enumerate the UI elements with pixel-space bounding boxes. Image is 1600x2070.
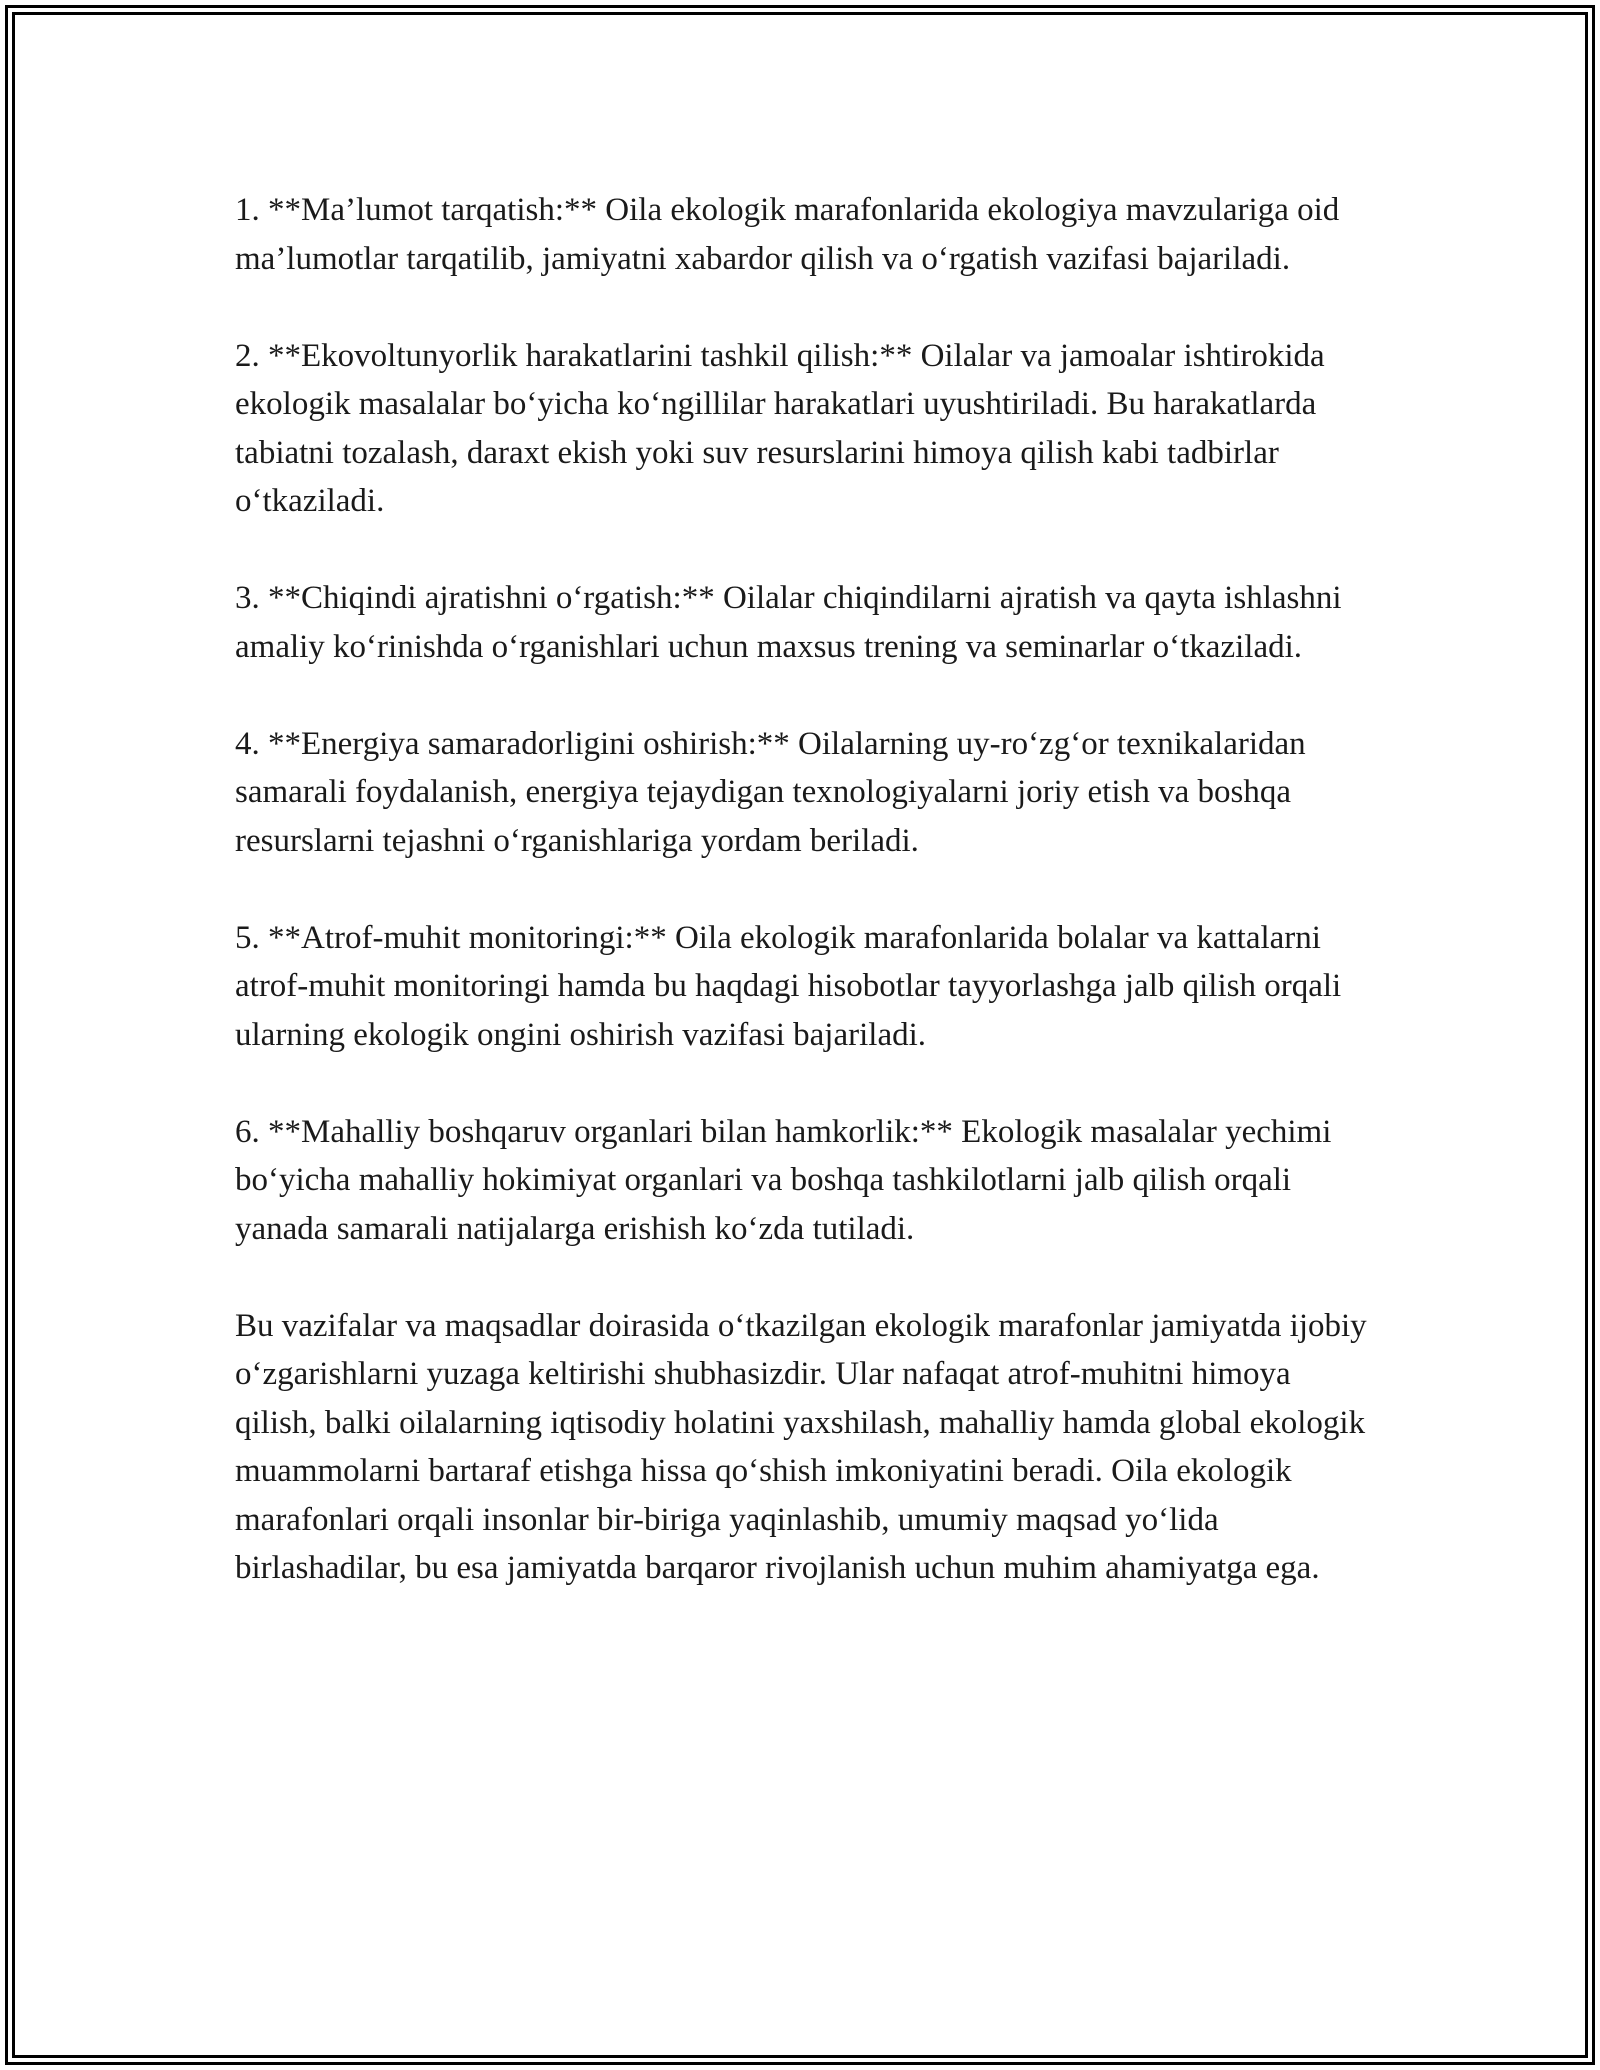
list-item-local-government-cooperation: 6. **Mahalliy boshqaruv organlari bilan hamkorlik:** Ekologik masalalar yechimi bo‘yicha mahalliy hokimiyat organlari va boshqa tashkilotlarni jalb qilish orqali yanada samarali natijalarga erishish ko‘zda tutiladi. [235, 1113, 1332, 1247]
list-item-energy-efficiency: 4. **Energiya samaradorligini oshirish:** Oilalarning uy-ro‘zg‘or texnikalaridan samarali foydalanish, energiya tejaydigan texnologiyalarni joriy etish va boshqa resurslarni tejashni o‘rganishlariga yordam beriladi. [235, 725, 1306, 859]
list-item-waste-sorting: 3. **Chiqindi ajratishni o‘rgatish:** Oilalar chiqindilarni ajratish va qayta ishlashni amaliy ko‘rinishda o‘rganishlari uchun maxsus trening va seminarlar o‘tkaziladi. [235, 580, 1342, 665]
list-item-information-dissemination: 1. **Ma’lumot tarqatish:** Oila ekologik marafonlarida ekologiya mavzulariga oid ma’lumotlar tarqatilib, jamiyatni xabardor qilish va o‘rgatish vazifasi bajariladi. [235, 192, 1340, 277]
document-body [235, 186, 1370, 1641]
conclusion-paragraph: Bu vazifalar va maqsadlar doirasida o‘tkazilgan ekologik marafonlar jamiyatda ijobiy o‘zgarishlarni yuzaga keltirishi shubhasizdir. Ular nafaqat atrof-muhitni himoya qilish, balki oilalarning iqtisodiy holatini yaxshilash, mahalliy hamda global ekologik muammolarni bartaraf etishga hissa qo‘shish imkoniyatini beradi. Oila ekologik marafonlari orqali insonlar bir-biriga yaqinlashib, umumiy maqsad yo‘lida birlashadilar, bu esa jamiyatda barqaror rivojlanish uchun muhim ahamiyatga ega. [235, 1307, 1367, 1586]
list-item-environmental-monitoring: 5. **Atrof-muhit monitoringi:** Oila ekologik marafonlarida bolalar va kattalarni atrof-muhit monitoringi hamda bu haqdagi hisobotlar tayyorlashga jalb qilish orqali ularning ekologik ongini oshirish vazifasi bajariladi. [235, 919, 1342, 1053]
list-item-eco-volunteering: 2. **Ekovoltunyorlik harakatlarini tashkil qilish:** Oilalar va jamoalar ishtirokida ekologik masalalar bo‘yicha ko‘ngillilar harakatlari uyushtiriladi. Bu harakatlarda tabiatni tozalash, daraxt ekish yoki suv resurslarini himoya qilish kabi tadbirlar o‘tkaziladi. [235, 337, 1325, 519]
